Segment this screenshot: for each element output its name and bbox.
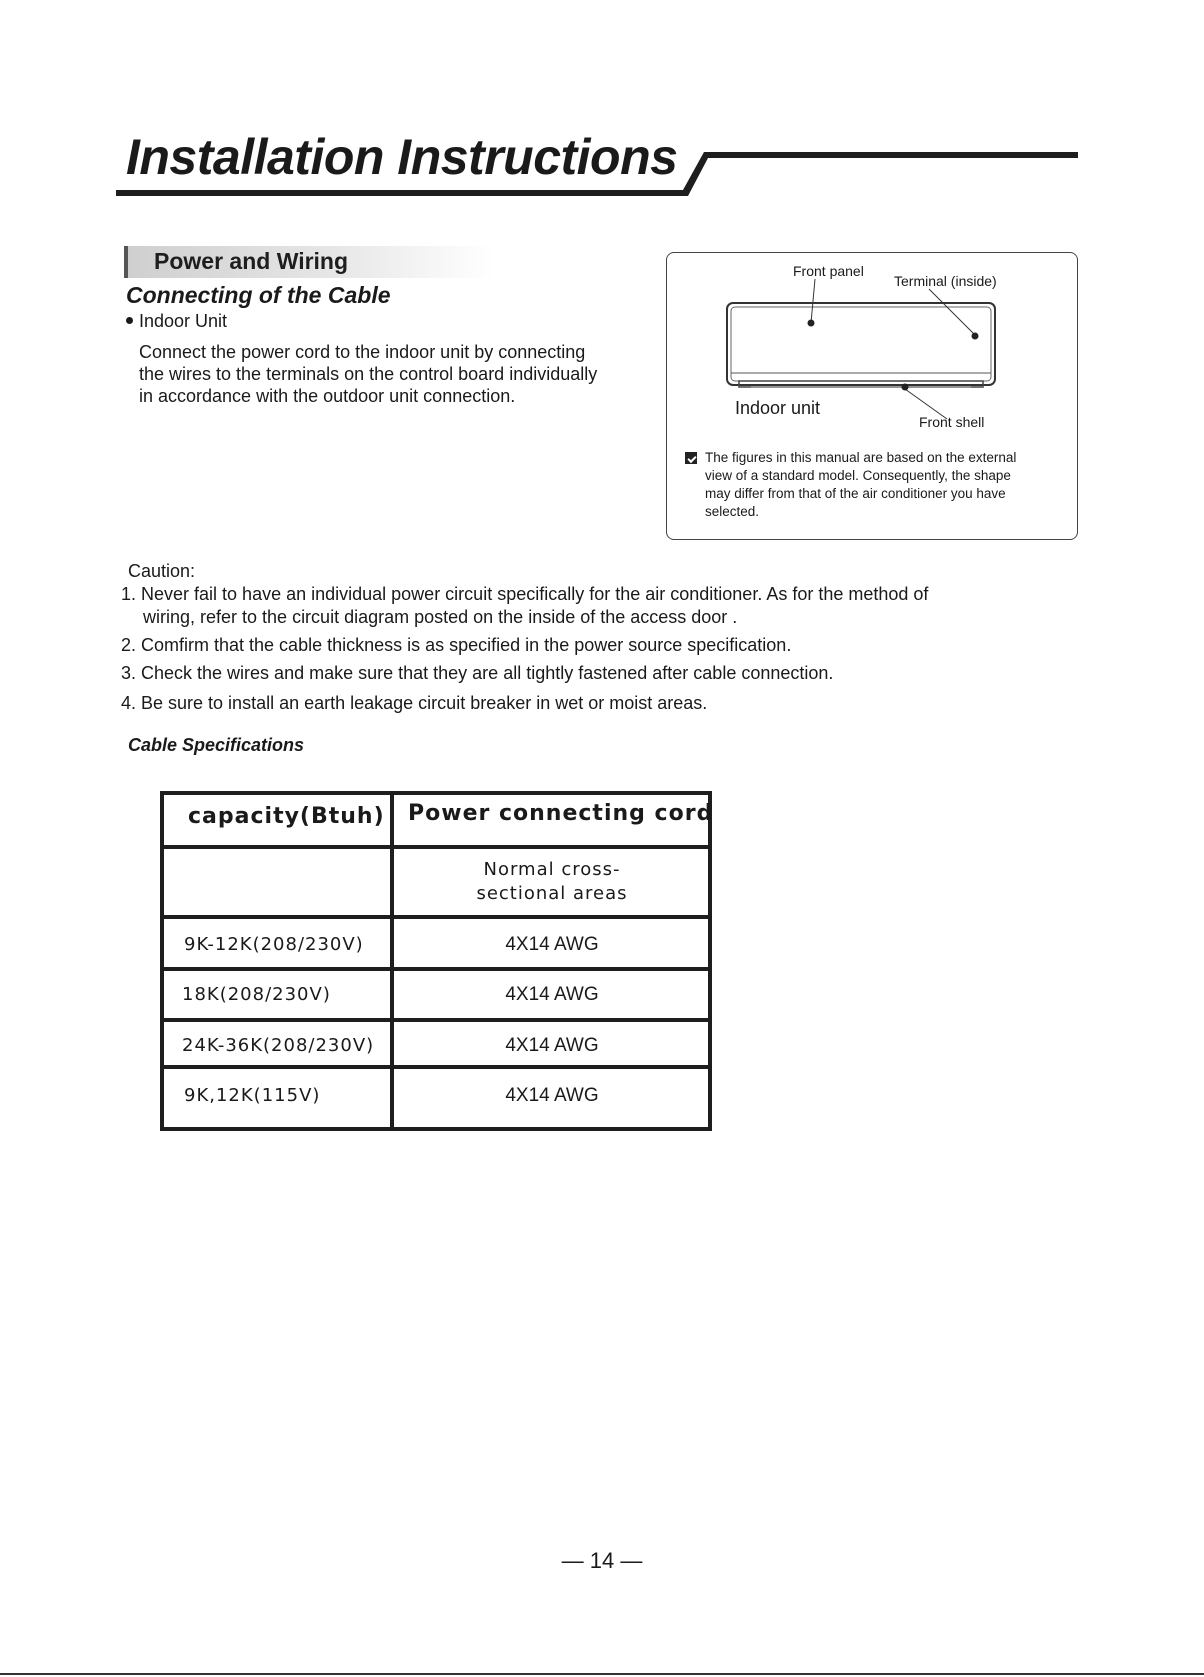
caution-item: 3. Check the wires and make sure that they are all tightly fastened after cable connection. (121, 663, 834, 683)
row-divider (164, 915, 708, 919)
header-power-cord: Power connecting cord (408, 801, 714, 826)
row-cord: 4X14 AWG (505, 1085, 599, 1106)
section-heading-bar (124, 246, 494, 278)
indoor-unit-paragraph (139, 341, 659, 407)
caution-item: 4. Be sure to install an earth leakage circuit breaker in wet or moist areas. (121, 693, 708, 713)
note-line: view of a standard model. Consequently, the shape (705, 468, 1011, 483)
bottom-rule (0, 1673, 1204, 1675)
subheading: Connecting of the Cable (126, 282, 391, 308)
cable-spec-title: Cable Specifications (128, 735, 305, 755)
label-front-panel: Front panel (793, 263, 864, 279)
row-capacity: 9K-12K(208/230V) (184, 934, 364, 955)
note-line: may differ from that of the air conditioner you have (705, 486, 1006, 501)
row-cord: 4X14 AWG (505, 934, 599, 955)
subheader-line: sectional areas (476, 883, 628, 904)
cable-spec-table (160, 791, 712, 1131)
row-capacity: 9K,12K(115V) (184, 1085, 321, 1106)
caution-label: Caution: (128, 561, 196, 581)
bullet-label: Indoor Unit (139, 311, 228, 331)
caution-item: 1. Never fail to have an individual power circuit specifically for the air conditioner. As for the method of (121, 584, 929, 604)
paragraph-line: the wires to the terminals on the control board individually (139, 364, 598, 384)
bullet-item (126, 311, 227, 332)
page-title: Installation Instructions (126, 129, 678, 185)
paragraph-line: in accordance with the outdoor unit connection. (139, 386, 516, 406)
caution-item: 2. Comfirm that the cable thickness is as specified in the power source specification. (121, 635, 792, 655)
label-terminal: Terminal (inside) (894, 273, 997, 289)
row-divider (164, 1018, 708, 1022)
note-line: selected. (705, 504, 760, 519)
indoor-unit-diagram (666, 252, 1078, 540)
header-rule (0, 0, 1204, 220)
row-divider (164, 845, 708, 849)
label-front-shell: Front shell (919, 414, 985, 430)
note-line: The figures in this manual are based on the external (705, 450, 1017, 465)
row-cord: 4X14 AWG (505, 1035, 599, 1056)
row-cord: 4X14 AWG (505, 984, 599, 1005)
subheader-line: Normal cross- (483, 859, 621, 880)
row-capacity: 24K-36K(208/230V) (182, 1035, 375, 1056)
page-number: — 14 — (561, 1548, 643, 1573)
bullet-icon (126, 317, 133, 324)
row-capacity: 18K(208/230V) (182, 984, 331, 1005)
row-divider (164, 967, 708, 971)
checkbox-icon (685, 452, 697, 464)
caution-item-continued: wiring, refer to the circuit diagram posted on the inside of the access door . (143, 607, 738, 627)
header-capacity: capacity(Btuh) (188, 804, 385, 829)
row-divider (164, 1065, 708, 1069)
subheader-cross-section (394, 858, 710, 906)
label-indoor-unit: Indoor unit (735, 398, 821, 418)
paragraph-line: Connect the power cord to the indoor unit by connecting (139, 342, 586, 362)
section-heading: Power and Wiring (154, 248, 349, 274)
